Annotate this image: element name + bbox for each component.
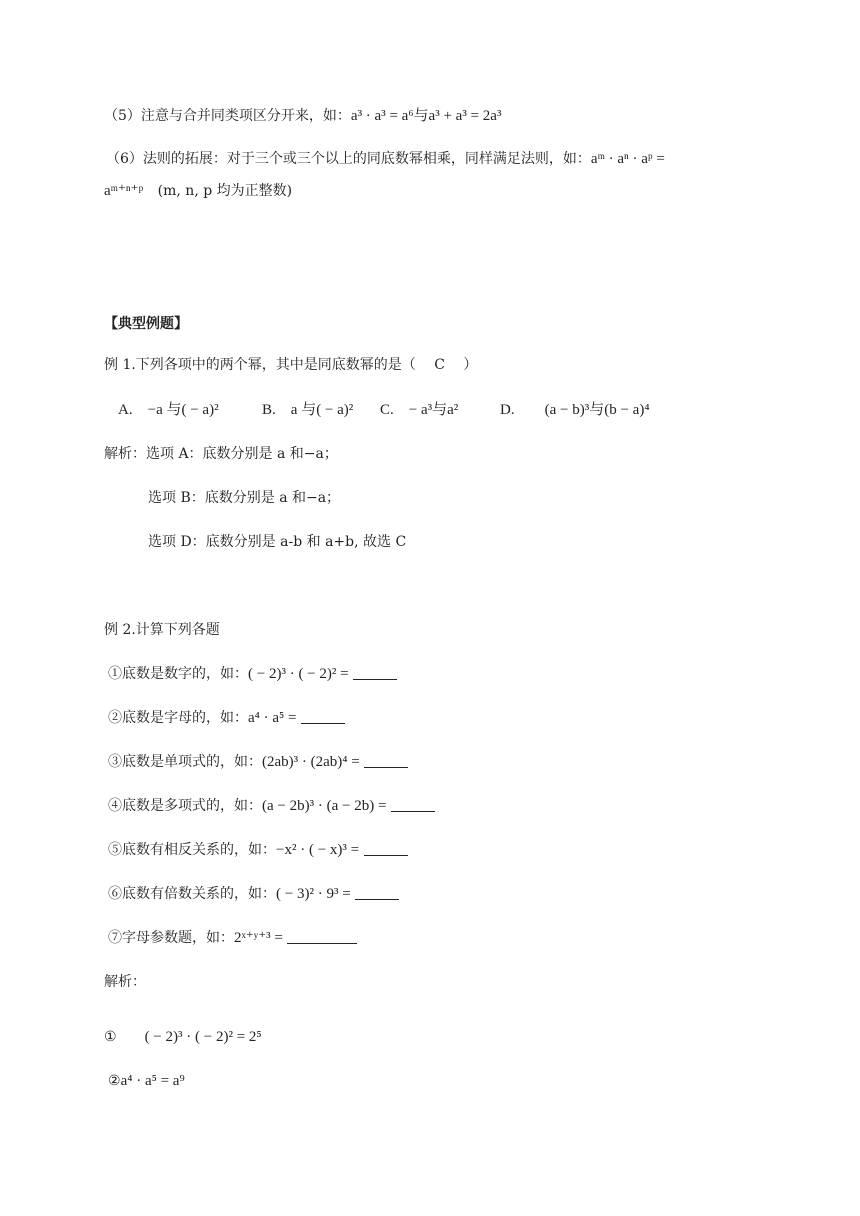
answer-blank[interactable] <box>391 799 435 812</box>
analysis-label: 解析： <box>104 446 146 462</box>
analysis-line: 选项 A：底数分别是 a 和−a； <box>146 446 338 462</box>
option-a: A. −a 与( − a)² <box>118 402 219 418</box>
option-c: C. − a³与a² <box>380 402 459 418</box>
example-2-item: ①底数是数字的，如：( − 2)³ · ( − 2)² = <box>108 663 397 683</box>
answer-blank[interactable] <box>364 755 408 768</box>
section-title: 【典型例题】 <box>104 316 188 332</box>
example-2-item: ③底数是单项式的，如：(2ab)³ · (2ab)⁴ = <box>108 751 408 771</box>
rule-5-label: （5）注意与合并同类项区分开来，如： <box>104 108 351 124</box>
analysis-line: 选项 D：底数分别是 a-b 和 a+b, 故选 C <box>148 534 407 550</box>
example-2-item: ⑦字母参数题，如：2ˣ⁺ʸ⁺³ = <box>108 927 357 947</box>
example-2-item: ②底数是字母的，如：a⁴ · a⁵ = <box>108 707 345 727</box>
rule-5 <box>104 104 501 125</box>
example-1-options <box>118 398 650 419</box>
rule-6-label: （6）法则的拓展：对于三个或三个以上的同底数幂相乘，同样满足法则，如： <box>106 151 591 167</box>
rule-6-note: (m, n, p 均为正整数) <box>157 183 293 199</box>
rule-5-expression: a³ · a³ = a⁶与a³ + a³ = 2a³ <box>350 108 502 124</box>
answer-blank[interactable] <box>287 931 357 944</box>
example-1-question: 例 1.下列各项中的两个幂，其中是同底数幂的是（ C ） <box>104 357 478 373</box>
option-b: B. a 与( − a)² <box>262 402 354 418</box>
answer-blank[interactable] <box>364 843 408 856</box>
example-2-item: ⑥底数有倍数关系的，如：( − 3)² · 9³ = <box>108 883 399 903</box>
answer-blank[interactable] <box>355 887 399 900</box>
example-2-analysis-label: 解析： <box>104 974 146 990</box>
rule-6-expression: aᵐ · aⁿ · aᵖ = <box>590 151 665 167</box>
solution-line: ① ( − 2)³ · ( − 2)² = 2⁵ <box>104 1029 262 1045</box>
option-d: D. (a − b)³与(b − a)⁴ <box>500 402 650 418</box>
solution-line: ②a⁴ · a⁵ = a⁹ <box>108 1073 185 1089</box>
example-1-analysis <box>104 443 338 463</box>
rule-6 <box>106 148 665 168</box>
rule-6-exponent-sum: aᵐ⁺ⁿ⁺ᵖ <box>104 183 144 199</box>
answer-blank[interactable] <box>301 711 345 724</box>
example-2-title: 例 2.计算下列各题 <box>104 622 220 638</box>
rule-6-continued <box>104 180 292 200</box>
example-2-item: ④底数是多项式的，如：(a − 2b)³ · (a − 2b) = <box>108 795 435 815</box>
example-2-item: ⑤底数有相反关系的，如：−x² · ( − x)³ = <box>108 839 408 859</box>
analysis-line: 选项 B：底数分别是 a 和−a； <box>148 490 341 506</box>
answer-blank[interactable] <box>353 667 397 680</box>
